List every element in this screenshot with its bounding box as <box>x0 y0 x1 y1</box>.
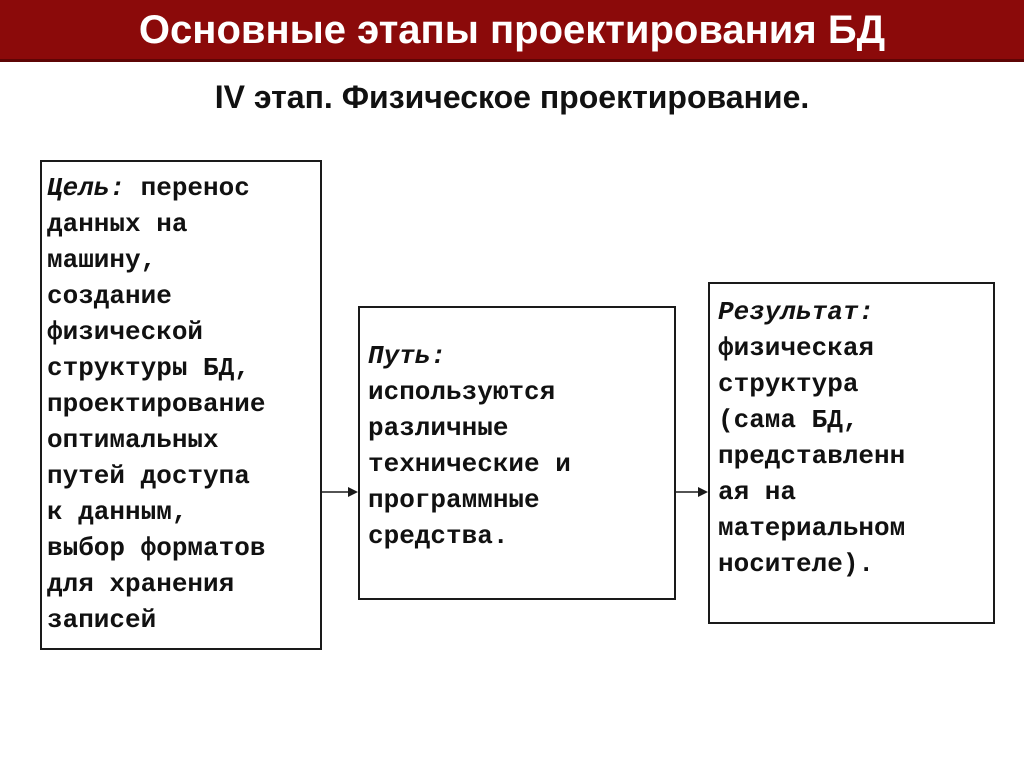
path-box <box>358 306 676 600</box>
arrow-goal-to-path <box>322 487 358 497</box>
stage-subtitle: IV этап. Физическое проектирование. <box>214 79 810 115</box>
result-label: Результат: <box>718 297 875 327</box>
goal-text: перенос данных на машину, создание физической структуры БД, проектирование оптимальных путей доступа к данным, выбор форматов для хранения записей <box>47 173 266 635</box>
result-box <box>708 282 995 624</box>
title-bar <box>0 0 1024 62</box>
goal-label: Цель: <box>47 173 126 203</box>
path-text: используются различные технические и программные средства. <box>368 377 571 551</box>
path-label: Путь: <box>368 341 447 371</box>
page-title: Основные этапы проектирования БД <box>138 8 886 52</box>
arrow-path-to-result <box>676 487 708 497</box>
goal-box <box>40 160 322 650</box>
result-text: физическая структура (сама БД, представленн ая на материальном носителе). <box>718 333 906 579</box>
